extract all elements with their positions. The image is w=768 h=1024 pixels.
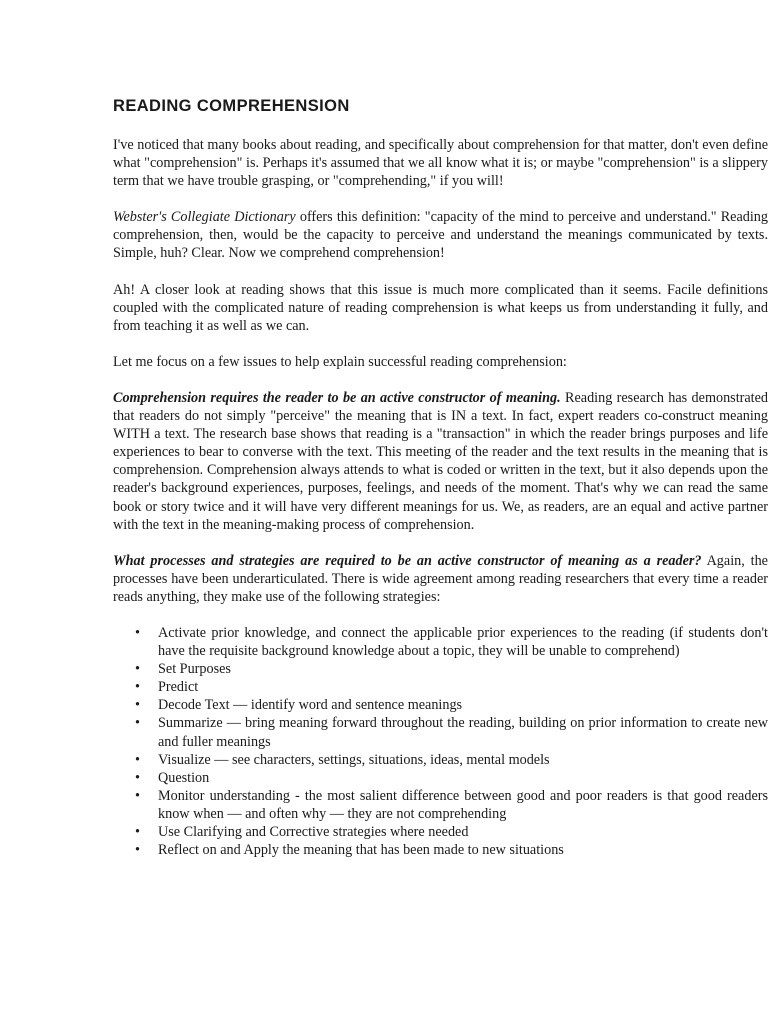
strategy-list [113,624,768,859]
paragraph-intro: I've noticed that many books about reading, and specifically about comprehension for that matter, don't even define what "comprehension" is. Perhaps it's assumed that we all know what it is; or maybe "comprehension" is a slippery term that we have trouble grasping, or "comprehending," if you will! [113,137,768,190]
document-title: READING COMPREHENSION [113,97,350,115]
paragraph-definition [113,208,768,262]
paragraph-focus: Let me focus on a few issues to help explain successful reading comprehension: [113,353,567,370]
processes-text: Again, the processes have been underarticulated. There is wide agreement among reading researchers that every time a reader reads anything, they make use of the following strategies: [113,552,768,605]
list-item: • Use Clarifying and Corrective strategies where needed [158,823,768,841]
document-page [113,94,768,859]
paragraph-complication: Ah! A closer look at reading shows that this issue is much more complicated than it seems. Facile definitions coupled with the complicated nature of reading comprehension is what keeps us from understanding it fully, and from teaching it as well as we can. [113,281,768,334]
paragraph-active-constructor [113,389,768,534]
list-item: • Visualize — see characters, settings, situations, ideas, mental models [158,751,768,769]
list-item: • Predict [158,678,768,696]
list-item: • Monitor understanding - the most salient difference between good and poor readers is that good readers know when — and often why — they are not comprehending [158,787,768,823]
definition-text: offers this definition: "capacity of the mind to perceive and understand." Reading comprehension, then, would be the capacity to perceive and understand the meanings communicated by texts. Simple, huh? Clear. Now we comprehend comprehension! [113,209,768,262]
list-item: • Reflect on and Apply the meaning that has been made to new situations [158,841,768,859]
list-item: • Summarize — bring meaning forward throughout the reading, building on prior information to create new and fuller meanings [158,714,768,750]
dictionary-source: Webster's Collegiate Dictionary [113,209,296,226]
list-item: • Question [158,769,768,787]
list-item: • Activate prior knowledge, and connect the applicable prior experiences to the reading (if students don't have the requisite background knowledge about a topic, they will be unable to comprehend) [158,624,768,660]
section-lead-processes: What processes and strategies are required to be an active constructor of meaning as a reader? [113,552,702,569]
active-constructor-text: Reading research has demonstrated that readers do not simply "perceive" the meaning that is IN a text. In fact, expert readers co-construct meaning WITH a text. The research base shows that reading is a "transaction" in which the reader brings purposes and life experiences to bear to converse with the text. This meeting of the reader and the text results in the meaning that is comprehension. Comprehension always attends to what is coded or written in the text, but it also depends upon the reader's background experiences, purposes, feelings, and needs of the moment. That's why we can read the same book or story twice and it will have very different meanings for us. We, as readers, are an equal and active partner with the text in the meaning-making process of comprehension. [113,389,768,533]
list-item: • Set Purposes [158,660,768,678]
section-lead-active-constructor: Comprehension requires the reader to be an active constructor of meaning. [113,389,561,406]
list-item: • Decode Text — identify word and sentence meanings [158,696,768,714]
paragraph-processes [113,552,768,606]
